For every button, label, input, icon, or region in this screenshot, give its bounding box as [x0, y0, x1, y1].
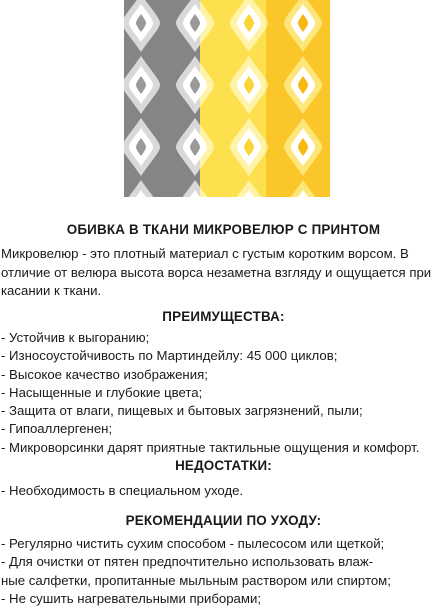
- list-item: - Гипоаллергенен;: [1, 421, 113, 437]
- list-item: - Защита от влаги, пищевых и бытовых загрязнений, пыли;: [1, 403, 363, 419]
- list-item: - Микроворсинки дарят приятные тактильные ощущения и комфорт.: [1, 439, 420, 455]
- list-item: - Не сушить нагревательными приборами;: [1, 590, 261, 606]
- list-item: - Насыщенные и глубокие цвета;: [1, 384, 203, 400]
- description-text: Микровелюр - это плотный материал с густым коротким ворсом. В отличие от велюра высота ворса незаметна взгляду и ощущается при касании к ткани.: [1, 246, 432, 298]
- page-title: ОБИВКА В ТКАНИ МИКРОВЕЛЮР С ПРИНТОМ: [66, 222, 381, 237]
- disadvantages-heading: НЕДОСТАТКИ:: [175, 458, 272, 473]
- list-item: - Устойчив к выгоранию;: [1, 330, 150, 345]
- disadvantages-list: [1, 482, 447, 500]
- list-item: - Износоустойчивость по Мартиндейлу: 45 000 циклов;: [1, 348, 338, 364]
- list-item: - Высокое качество изображения;: [1, 366, 208, 382]
- advantages-list: [1, 329, 447, 457]
- care-heading: РЕКОМЕНДАЦИИ ПО УХОДУ:: [125, 513, 322, 528]
- fabric-swatch-image: [124, 0, 330, 197]
- list-item: - Необходимость в специальном уходе.: [1, 483, 244, 498]
- advantages-heading: ПРЕИМУЩЕСТВА:: [162, 309, 285, 324]
- list-item: - Для очистки от пятен предпочтительно использовать влаж-: [1, 554, 374, 570]
- list-item: - Регулярно чистить сухим способом - пылесосом или щеткой;: [1, 536, 385, 551]
- list-item: ные салфетки, пропитанные мыльным раствором или спиртом;: [1, 572, 391, 588]
- care-list: [1, 535, 447, 608]
